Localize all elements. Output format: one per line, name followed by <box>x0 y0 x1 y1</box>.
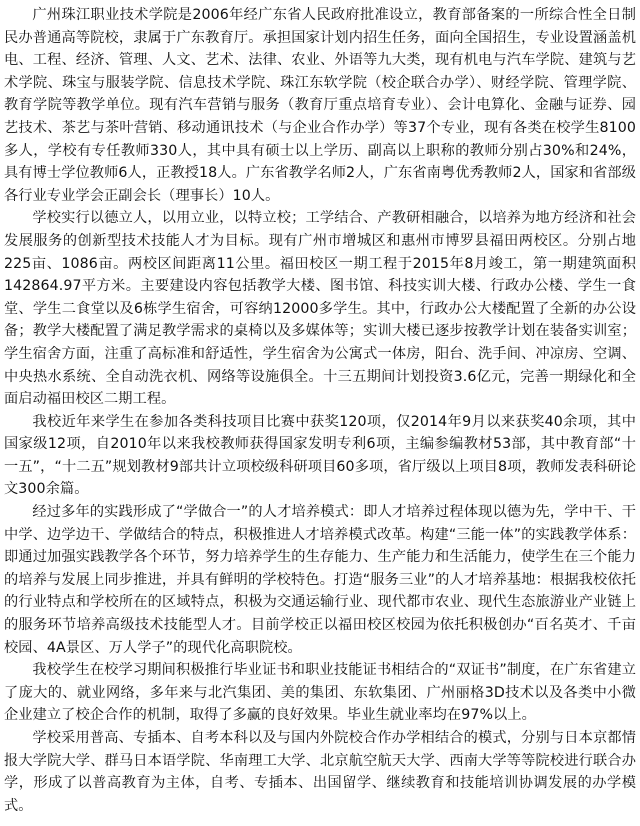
paragraph-employment: 我校学生在校学习期间积极推行毕业证书和职业技能证书相结合的“双证书”制度，在广东省建立了庞大的、就业网络，多年来与北汽集团、美的集团、东软集团、广州丽格3D技术以及各类中小微企业建立了校企合作的机制，取得了多赢的良好效果。毕业生就业率均在97%以上。 <box>4 662 636 724</box>
paragraph-intro: 广州珠江职业技术学院是2006年经广东省人民政府批准设立，教育部备案的一所综合性全日制民办普通高等院校，隶属于广东教育厅。承担国家计划内招生任务，面向全国招生，专业设置涵盖机电、工程、经济、管理、人文、艺术、法律、农业、外语等九大类，现有机电与汽车学院、建筑与艺术学院、珠宝与服装学院、信息技术学院、珠江东软学院（校企联合办学）、财经学院、管理学院、教育学院等教学单位。现有汽车营销与服务（教育厅重点培育专业）、会计电算化、金融与证券、园艺技术、茶艺与茶叶营销、移动通讯技术（与企业合作办学）等37个专业，现有各类在校学生8100多人，学校有专任教师330人，其中具有硕士以上学历、副高以上职称的教师分别占30%和24%，具有博士学位教师6人，正教授18人。广东省教学名师2人，广东省南粤优秀教师2人，国家和省部级各行业专业学会正副会长（理事长）10人。 <box>4 7 636 204</box>
paragraph-cooperation: 学校采用普高、专插本、自考本科以及与国内外院校合作办学相结合的模式，分别与日本京都情报大学院大学、群马日本语学院、华南理工大学、北京航空航天大学、西南大学等等院校进行联合办学，形成了以普高教育为主体，自考、专插本、出国留学、继续教育和技能培训协调发展的办学模式。 <box>4 730 636 814</box>
paragraph-training-model: 经过多年的实践形成了“学做合一”的人才培养模式：即人才培养过程体现以德为先，学中干、干中学、边学边干、学做结合的特点，积极推进人才培养模式改革。构建“三能一体”的实践教学体系：即通过加强实践教学各个环节，努力培养学生的生存能力、生产能力和生活能力，使学生在三个能力的培养与发展上同步推进，并具有鲜明的学校特色。打造“服务三业”的人才培养基地：根据我校依托的行业特点和学校所在的区域特点，积极为交通运输行业、现代都市农业、现代生态旅游业产业链上的服务环节培养高级技术技能型人才。目前学校正以福田校区校园为依托积极创办“百名英才、千亩校园、4A景区、万人学子”的现代化高职院校。 <box>4 504 636 656</box>
paragraph-achievements: 我校近年来学生在参加各类科技项目比赛中获奖120项，仅2014年9月以来获奖40余项，其中国家级12项，自2010年以来我校教师获得国家发明专利6项，主编参编教材53部，其中教育部“十一五”，“十二五”规划教材9部共计立项校级科研项目60多项，省厅级以上项目8项，教师发表科研论文300余篇。 <box>4 413 636 498</box>
document-body <box>4 4 636 817</box>
paragraph-campus: 学校实行以德立人，以用立业，以特立校；工学结合、产教研相融合，以培养为地方经济和社会发展服务的创新型技术技能人才为目标。现有广州市增城区和惠州市博罗县福田两校区。分别占地225亩、1086亩。两校区间距离11公里。福田校区一期工程于2015年8月竣工，第一期建筑面积142864.97平方米。主要建设内容包括教学大楼、图书馆、科技实训大楼、行政办公楼、学生一食堂、学生二食堂以及6栋学生宿舍，可容纳12000多学生。其中，行政办公大楼配置了全新的办公设备；教学大楼配置了满足教学需求的桌椅以及多媒体等；实训大楼已逐步按教学计划在装备实训室；学生宿舍方面，注重了高标准和舒适性，学生宿舍为公寓式一体房，阳台、洗手间、冲凉房、空调、中央热水系统、全自动洗衣机、网络等设施俱全。十三五期间计划投资3.6亿元，完善一期绿化和全面启动福田校区二期工程。 <box>4 210 636 408</box>
